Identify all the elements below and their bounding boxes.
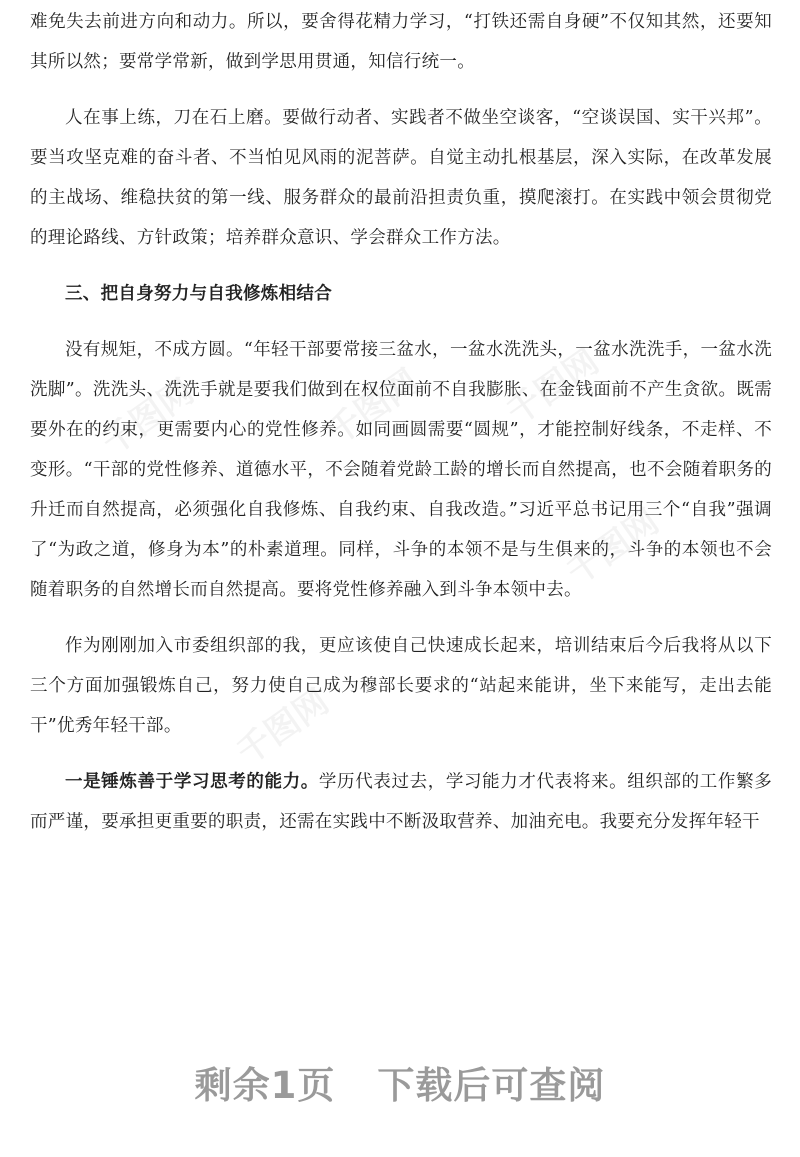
paragraph: 人在事上练，刀在石上磨。要做行动者、实践者不做坐空谈客，“空谈误国、实干兴邦”。要当攻坚克难的奋斗者、不当怕见风雨的泥菩萨。自觉主动扎根基层，深入实际，在改革发展的主战场、维稳扶贫的第一线、服务群众的最前沿担责负重，摸爬滚打。在实践中领会贯彻党的理论路线、方针政策；培养群众意识、学会群众工作方法。 <box>30 108 772 248</box>
watermark: 千图网 <box>499 341 607 434</box>
paragraph-lead: 一是锤炼善于学习思考的能力。 <box>65 772 319 792</box>
watermark: 千图网 <box>559 501 667 594</box>
paragraph-body: 学历代表过去，学习能力才代表将来。组织部的工作繁多而严谨，要承担更重要的职责，还需在实践中不断汲取营养、加油充电。我要充分发挥年轻干 <box>30 772 773 832</box>
watermark: 千图网 <box>319 361 427 454</box>
download-to-view-label: 下载后可查阅 <box>377 1064 606 1107</box>
remaining-pages-label: 剩余1页 <box>194 1064 336 1107</box>
document-page <box>30 0 772 842</box>
paragraph: 作为刚刚加入市委组织部的我，更应该使自己快速成长起来，培训结束后今后我将从以下三个方面加强锻炼自己，努力使自己成为穆部长要求的“站起来能讲，坐下来能写，走出去能干”优秀年轻干部。 <box>30 636 772 736</box>
download-banner[interactable] <box>0 1055 800 1109</box>
section-heading: 三、把自身努力与自我修炼相结合 <box>65 284 332 304</box>
watermark: 千图网 <box>229 681 337 774</box>
watermark: 千图网 <box>94 371 202 464</box>
paragraph: 没有规矩，不成方圆。“年轻干部要常接三盆水，一盆水洗洗头，一盆水洗洗手，一盆水洗洗脚”。洗洗头、洗洗手就是要我们做到在权位面前不自我膨胀、在金钱面前不产生贪欲。既需要外在的约束，更需要内心的党性修养。如同画圆需要“圆规”，才能控制好线条，不走样、不变形。“干部的党性修养、道德水平，不会随着党龄工龄的增长而自然提高，也不会随着职务的升迁而自然提高，必须强化自我修炼、自我约束、自我改造。”习近平总书记用三个“自我”强调了“为政之道，修身为本”的朴素道理。同样，斗争的本领不是与生俱来的，斗争的本领也不会随着职务的自然增长而自然提高。要将党性修养融入到斗争本领中去。 <box>30 340 772 600</box>
paragraph: 难免失去前进方向和动力。所以，要舍得花精力学习，“打铁还需自身硬”不仅知其然，还要知其所以然；要常学常新，做到学思用贯通，知信行统一。 <box>30 12 772 72</box>
paragraph <box>30 762 772 842</box>
